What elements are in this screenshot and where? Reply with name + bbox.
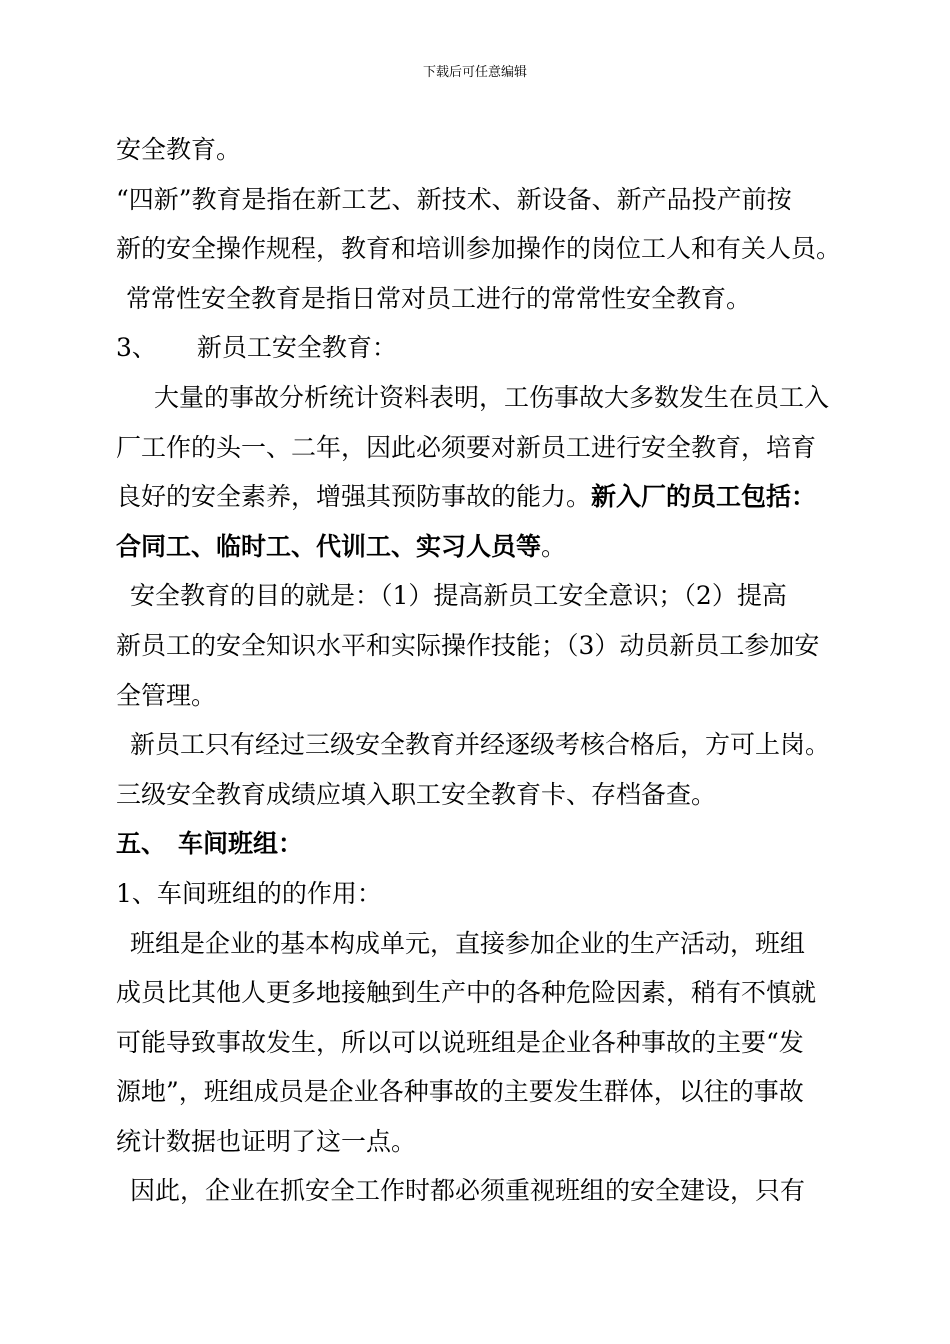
paragraph-text: 良好的安全素养，增强其预防事故的能力。: [116, 482, 592, 512]
paragraph-line: 厂工作的头一、二年，因此必须要对新员工进行安全教育，培育: [116, 432, 817, 462]
paragraph-line: 新员工只有经过三级安全教育并经逐级考核合格后，方可上岗。: [130, 730, 831, 760]
page-header: 下载后可任意编辑: [422, 65, 527, 80]
section-heading: [116, 819, 852, 869]
paragraph-line: 成员比其他人更多地接触到生产中的各种危险因素，稍有不慎就: [116, 978, 817, 1008]
bold-text: 合同工、临时工、代训工、实习人员等: [116, 531, 542, 561]
section-title: 车间班组：: [178, 829, 304, 859]
paragraph-line: 全管理。: [116, 680, 217, 710]
paragraph-text: 。: [541, 531, 567, 561]
paragraph-line: 班组是企业的基本构成单元，直接参加企业的生产活动，班组: [130, 928, 806, 958]
paragraph-line: 三级安全教育成绩应填入职工安全教育卡、存档备查。: [116, 779, 717, 809]
list-number: 3、: [116, 333, 157, 363]
document-body: [116, 125, 852, 1216]
paragraph-line: 可能导致事故发生，所以可以说班组是企业各种事故的主要“发: [116, 1027, 804, 1057]
section-number: 五、: [116, 829, 167, 859]
paragraph-line: 新员工的安全知识水平和实际操作技能；（3）动员新员工参加安: [116, 630, 820, 660]
paragraph-line: 源地”，班组成员是企业各种事故的主要发生群体，以往的事故: [116, 1077, 804, 1107]
paragraph-line: 因此，企业在抓安全工作时都必须重视班组的安全建设，只有: [130, 1176, 806, 1206]
paragraph-line: 统计数据也证明了这一点。: [116, 1126, 417, 1156]
list-heading-text: 新员工安全教育：: [196, 333, 397, 363]
list-item-heading: [116, 323, 852, 373]
paragraph-line: [116, 472, 852, 522]
paragraph-line: [116, 522, 852, 572]
paragraph-line: “四新”教育是指在新工艺、新技术、新设备、新产品投产前按: [116, 184, 792, 214]
paragraph-line: 新的安全操作规程，教育和培训参加操作的岗位工人和有关人员。: [116, 234, 842, 264]
list-item-heading: 1、车间班组的的作用：: [116, 878, 382, 908]
paragraph-line: 安全教育的目的就是：（1）提高新员工安全意识；（2）提高: [130, 581, 787, 611]
paragraph-line: 安全教育。: [116, 135, 242, 164]
bold-text: 新入厂的员工包括：: [591, 482, 817, 512]
paragraph-line: 大量的事故分析统计资料表明，工伤事故大多数发生在员工入: [154, 382, 830, 412]
paragraph-line: 常常性安全教育是指日常对员工进行的常常性安全教育。: [126, 283, 752, 313]
